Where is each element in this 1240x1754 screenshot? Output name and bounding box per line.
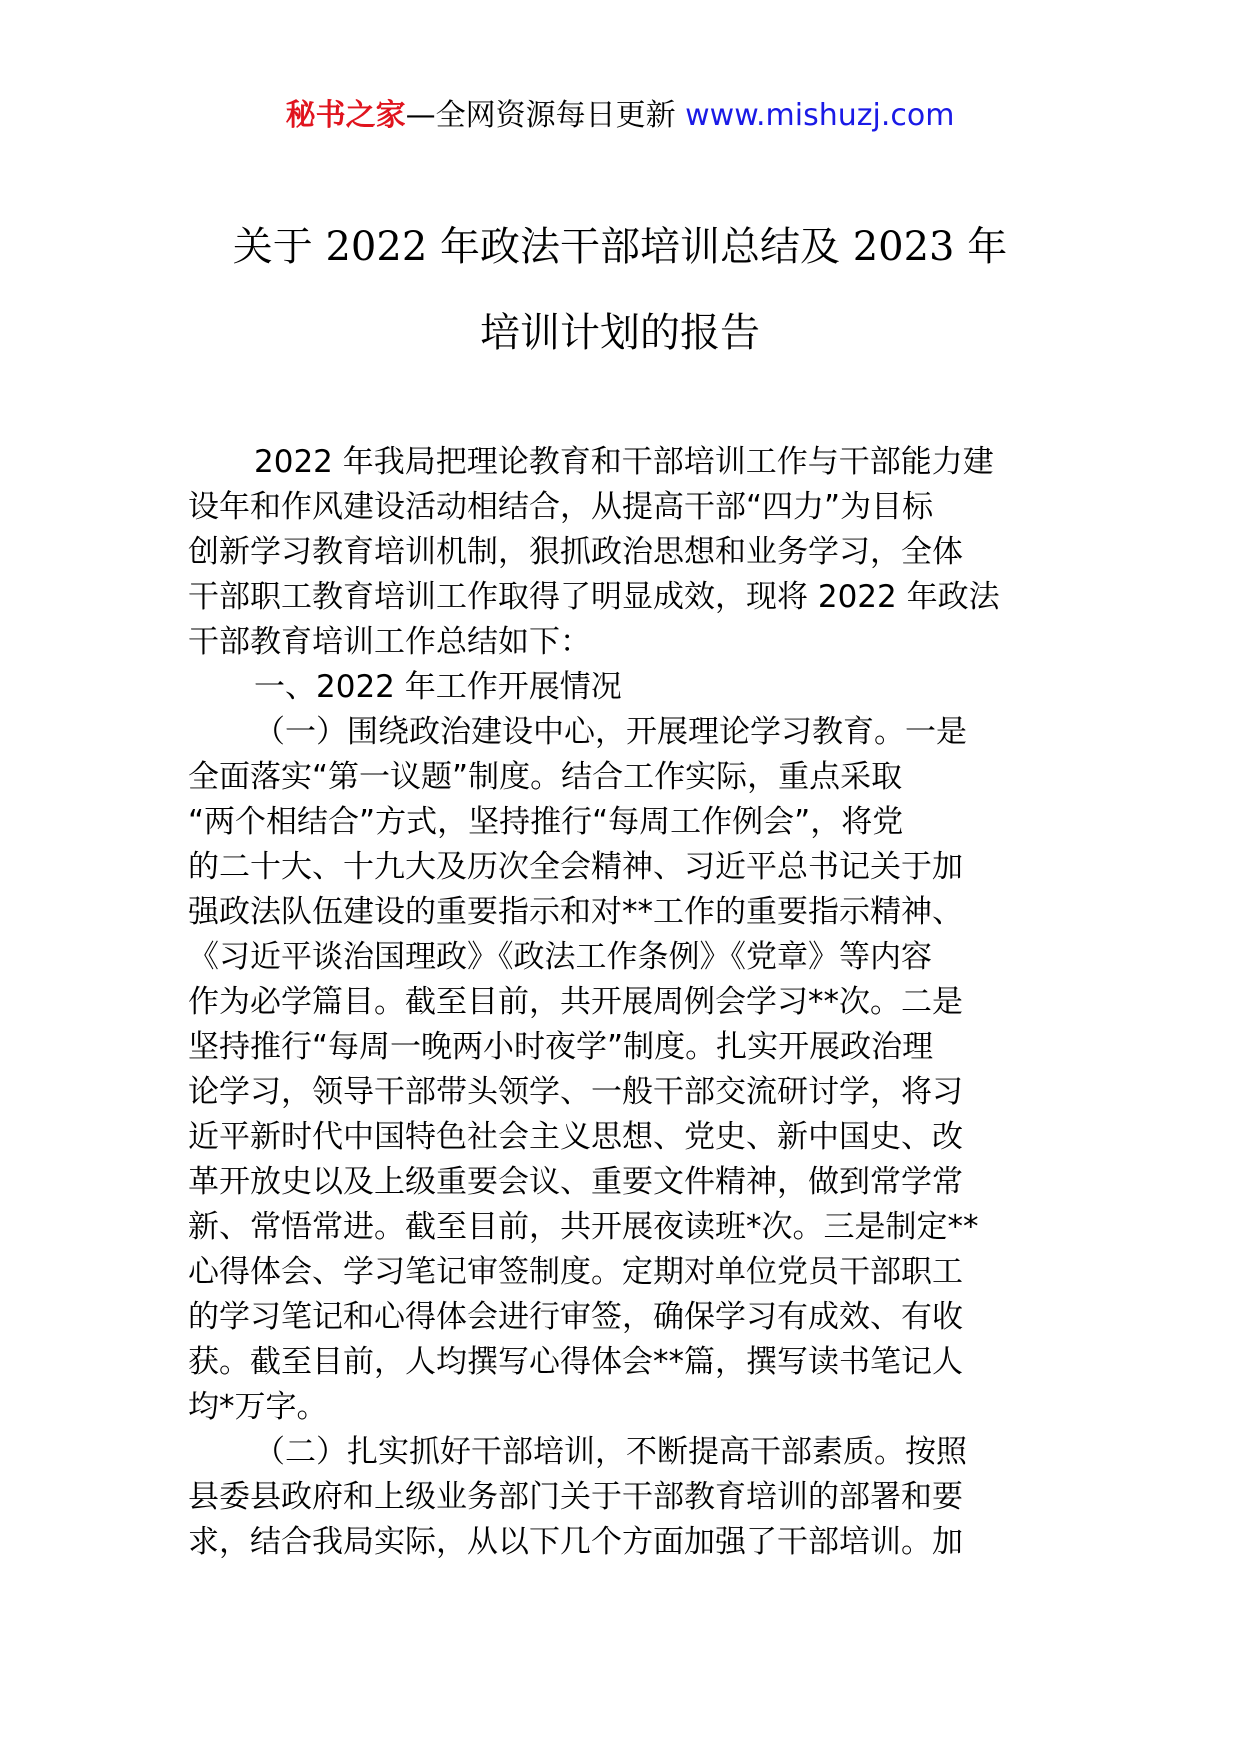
body-line: 均*万字。	[188, 1389, 328, 1425]
document-body	[188, 440, 1052, 1565]
title-line-2: 培训计划的报告	[480, 310, 760, 356]
body-line: 的学习笔记和心得体会进行审签，确保学习有成效、有收	[188, 1299, 963, 1335]
body-line: 近平新时代中国特色社会主义思想、党史、新中国史、改	[188, 1119, 963, 1155]
document-title	[190, 204, 1050, 376]
title-line-1: 关于 2022 年政法干部培训总结及 2023 年	[232, 224, 1008, 270]
body-line: 革开放史以及上级重要会议、重要文件精神，做到常学常	[188, 1164, 963, 1200]
body-line: 求，结合我局实际，从以下几个方面加强了干部培训。加	[188, 1524, 963, 1560]
body-line: 县委县政府和上级业务部门关于干部教育培训的部署和要	[188, 1479, 963, 1515]
section-heading: 一、2022 年工作开展情况	[254, 669, 622, 705]
brand-name: 秘书之家	[285, 98, 406, 133]
body-line: 新、常悟常进。截至目前，共开展夜读班*次。三是制定**	[188, 1209, 979, 1245]
body-line: （二）扎实抓好干部培训，不断提高干部素质。按照	[254, 1434, 967, 1470]
body-line: 获。截至目前，人均撰写心得体会**篇，撰写读书笔记人	[188, 1344, 963, 1380]
body-line: 心得体会、学习笔记审签制度。定期对单位党员干部职工	[188, 1254, 963, 1290]
header-tagline: —全网资源每日更新	[405, 98, 686, 133]
body-line: 强政法队伍建设的重要指示和对**工作的重要指示精神、	[188, 894, 963, 930]
body-line: 的二十大、十九大及历次全会精神、习近平总书记关于加	[188, 849, 963, 885]
body-line: 全面落实“第一议题”制度。结合工作实际，重点采取	[188, 759, 903, 795]
body-line: 干部职工教育培训工作取得了明显成效，现将 2022 年政法	[188, 579, 1000, 615]
body-line: 坚持推行“每周一晚两小时夜学”制度。扎实开展政治理	[188, 1029, 934, 1065]
body-line: 设年和作风建设活动相结合，从提高干部“四力”为目标	[188, 489, 934, 525]
body-line: （一）围绕政治建设中心，开展理论学习教育。一是	[254, 714, 967, 750]
body-line: “两个相结合”方式，坚持推行“每周工作例会”，将党	[188, 804, 904, 840]
site-url-link[interactable]: www.mishuzj.com	[685, 98, 955, 133]
body-line: 创新学习教育培训机制，狠抓政治思想和业务学习，全体	[188, 534, 963, 570]
body-line: 论学习，领导干部带头领学、一般干部交流研讨学，将习	[188, 1074, 963, 1110]
body-line: 《习近平谈治国理政》《政法工作条例》《党章》等内容	[188, 939, 932, 975]
body-line: 2022 年我局把理论教育和干部培训工作与干部能力建	[254, 444, 994, 480]
body-line: 干部教育培训工作总结如下：	[188, 624, 591, 660]
header-banner	[0, 96, 1240, 136]
body-line: 作为必学篇目。截至目前，共开展周例会学习**次。二是	[188, 984, 963, 1020]
